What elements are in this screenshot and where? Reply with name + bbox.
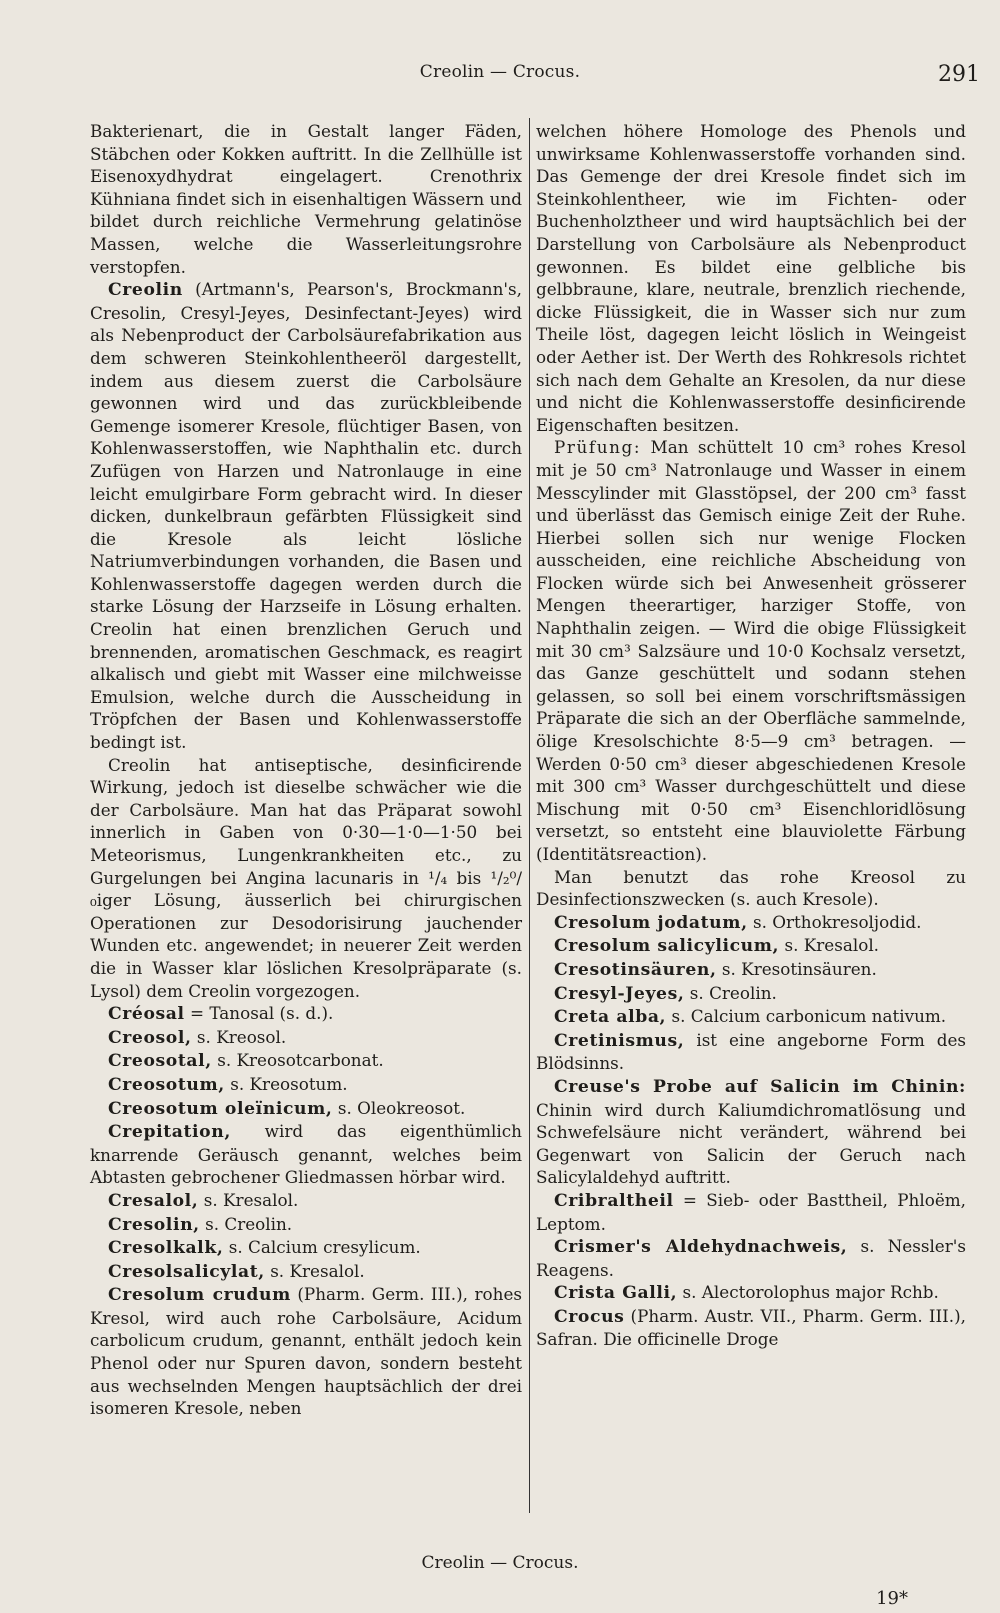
entry-text: = Tanosal (s. d.).	[184, 1003, 334, 1024]
column-divider	[529, 118, 530, 1513]
headword: Crista Galli,	[554, 1283, 678, 1304]
headword: Crismer's Aldehydnachweis,	[554, 1237, 848, 1258]
paragraph: welchen höhere Homologe des Phenols und unwirksame Kohlenwasserstoffe vorhanden sind. Das Gemenge der drei Kresole findet sich im Steinkohlentheer, wie im Fichten- oder Buchenholztheer und wird hauptsächlich bei der Darstellung von Carbolsäure als Nebenproduct gewonnen. Es bildet eine gelbliche bis gelbbraune, klare, neutrale, brenzlich riechende, dicke Flüssigkeit, die in Wasser sich nur zum Theile löst, dagegen leicht löslich in Weingeist oder Aether ist. Der Werth des Rohkresols richtet sich nach dem Gehalte an Kresolen, da nur diese und nicht die Kohlenwasserstoffe desinficirende Eigenschaften besitzen.	[536, 121, 966, 435]
entry-text: s. Orthokresoljodid.	[747, 911, 922, 932]
headword: Cresolkalk,	[108, 1238, 224, 1259]
entry-text: = Sieb- oder Basttheil, Phloëm, Leptom.	[536, 1189, 966, 1234]
dictionary-entry	[536, 934, 966, 958]
dictionary-entry	[90, 1120, 522, 1189]
headword: Creosol,	[108, 1027, 192, 1048]
headword: Cresotinsäuren,	[554, 959, 717, 980]
entry-text: wird das eigenthümlich knarrende Geräusch genannt, welches beim Abtasten gebrochener Gliedmassen hörbar wird.	[90, 1121, 522, 1188]
dictionary-entry	[90, 1026, 522, 1050]
running-head: Creolin — Crocus.	[419, 62, 581, 82]
entry-text: s. Oleokreosot.	[332, 1097, 466, 1118]
entry-text: (Pharm. Austr. VII., Pharm. Germ. III.), Safran. Die officinelle Droge	[536, 1305, 966, 1350]
dictionary-entry	[90, 1049, 522, 1073]
dictionary-entry	[90, 1097, 522, 1121]
entry-text: s. Kresalol.	[779, 935, 880, 956]
dictionary-entry	[90, 1073, 522, 1097]
headword: Cresolin,	[108, 1214, 200, 1235]
entry-text: s. Kresotinsäuren.	[716, 958, 877, 979]
dictionary-entry-creolin	[90, 278, 522, 753]
dictionary-entry	[536, 1005, 966, 1029]
dictionary-entry	[90, 1002, 522, 1026]
headword: Cresolum salicylicum,	[554, 936, 780, 957]
headword: Cribraltheil	[554, 1190, 674, 1211]
entry-text: s. Alectorolophus major Rchb.	[677, 1282, 939, 1303]
entry-text: s. Calcium carbonicum nativum.	[666, 1006, 947, 1027]
dictionary-entry	[90, 1213, 522, 1237]
headword: Cretinismus,	[554, 1030, 685, 1051]
entry-text: s. Kreosol.	[191, 1026, 287, 1047]
entry-text: s. Creolin.	[684, 982, 777, 1003]
entry-text: Chinin wird durch Kaliumdichromatlösung und Schwefelsäure nicht verändert, während bei Gegenwart von Salicin der Geruch nach Salicylaldehyd auftritt.	[536, 1099, 966, 1188]
headword: Créosal	[108, 1004, 185, 1025]
entry-text: ist eine angeborne Form des Blödsinns.	[536, 1029, 966, 1074]
paragraph: Man benutzt das rohe Kreosol zu Desinfectionszwecken (s. auch Kresole).	[536, 866, 966, 910]
headword: Creosotum oleïnicum,	[108, 1098, 333, 1119]
dictionary-entry	[90, 1260, 522, 1284]
headword: Cresolum jodatum,	[554, 912, 748, 933]
dictionary-entry	[536, 1189, 966, 1235]
dictionary-entry	[536, 1075, 966, 1189]
right-column	[536, 120, 966, 1351]
entry-text: s. Kreosotum.	[224, 1073, 348, 1094]
dictionary-entry	[536, 1235, 966, 1281]
dictionary-entry	[90, 1283, 522, 1420]
headword: Crocus	[554, 1306, 625, 1327]
entry-text: s. Creolin.	[199, 1213, 293, 1234]
printer-signature: 19*	[876, 1588, 908, 1609]
headword: Cresyl-Jeyes,	[554, 983, 685, 1004]
section-label: Prüfung:	[554, 437, 642, 458]
entry-text: s. Kresalol.	[264, 1260, 365, 1281]
paragraph-pruefung	[536, 436, 966, 865]
headword: Cresalol,	[108, 1190, 199, 1211]
footer-running-head: Creolin — Crocus.	[421, 1553, 579, 1573]
dictionary-entry	[536, 982, 966, 1006]
headword: Crepitation,	[108, 1122, 231, 1143]
dictionary-entry	[536, 911, 966, 935]
dictionary-entry	[536, 1281, 966, 1305]
headword: Creuse's Probe auf Salicin im Chinin:	[554, 1076, 966, 1097]
page-number: 291	[938, 62, 980, 87]
section-text: Man schüttelt 10 cm³ rohes Kresol mit je 50 cm³ Natronlauge und Wasser in einem Messcylinder mit Glasstöpsel, der 200 cm³ fasst und überlässt das Gemisch einige Zeit der Ruhe. Hierbei sollen sich nur wenige Flocken ausscheiden, eine reichliche Abscheidung von Flocken würde sich bei Anwesenheit grösserer Mengen theerartiger, harziger Stoffe, von Naphthalin zeigen. — Wird die obige Flüssigkeit mit 30 cm³ Salzsäure und 10·0 Kochsalz versetzt, das Ganze geschüttelt und sodann stehen gelassen, so soll bei einem vorschriftsmässigen Präparate die sich an der Oberfläche sammelnde, ölige Kresolschichte 8·5—9 cm³ betragen. — Werden 0·50 cm³ dieser abgeschiedenen Kresole mit 300 cm³ Wasser durchgeschüttelt und diese Mischung mit 0·50 cm³ Eisenchloridlösung versetzt, so entsteht eine blauviolette Färbung (Identitätsreaction).	[536, 437, 966, 864]
entry-text: (Pharm. Germ. III.), rohes Kresol, wird auch rohe Carbolsäure, Acidum carbolicum crudum, genannt, enthält jedoch kein Phenol oder nur Spuren davon, sondern besteht aus wechselnden Mengen hauptsächlich der drei isomeren Kresole, neben	[90, 1284, 522, 1419]
entry-text: s. Nessler's Reagens.	[536, 1236, 966, 1280]
headword: Creta alba,	[554, 1007, 667, 1028]
dictionary-entry	[536, 1029, 966, 1075]
dictionary-entry	[536, 1305, 966, 1351]
paragraph: Creolin hat antiseptische, desinficirende Wirkung, jedoch ist dieselbe schwächer wie die der Carbolsäure. Man hat das Präparat sowohl innerlich in Gaben von 0·30—1·0—1·50 bei Meteorismus, Lungenkrankheiten etc., zu Gurgelungen bei Angina lacunaris in ¹/₄ bis ¹/₂⁰/₀iger Lösung, äusserlich bei chirurgischen Operationen zur Desodorisirung jauchender Wunden etc. angewendet; in neuerer Zeit werden die in Wasser klar löslichen Kresolpräparate (s. Lysol) dem Creolin vorgezogen.	[90, 754, 522, 1001]
headword: Creosotum,	[108, 1074, 225, 1095]
entry-text: s. Calcium cresylicum.	[223, 1237, 421, 1258]
entry-text: s. Kresalol.	[198, 1189, 299, 1210]
dictionary-entry	[536, 958, 966, 982]
headword: Cresolum crudum	[108, 1285, 291, 1306]
headword: Cresolsalicylat,	[108, 1261, 265, 1282]
dictionary-entry	[90, 1236, 522, 1260]
left-column	[90, 120, 522, 1420]
entry-text: s. Kreosotcarbonat.	[211, 1050, 384, 1071]
headword: Creolin	[108, 280, 183, 301]
headword: Creosotal,	[108, 1051, 212, 1072]
paragraph: Bakterienart, die in Gestalt langer Fäden, Stäbchen oder Kokken auftritt. In die Zellhülle ist Eisenoxydhydrat eingelagert. Crenothrix Kühniana findet sich in eisenhaltigen Wässern und bildet durch reichliche Vermehrung gelatinöse Massen, welche die Wasserleitungsrohre verstopfen.	[90, 121, 522, 277]
entry-text: (Artmann's, Pearson's, Brockmann's, Cresolin, Cresyl-Jeyes, Desinfectant-Jeyes) wird als Nebenproduct der Carbolsäurefabrikation aus dem schweren Steinkohlentheeröl dargestellt, indem aus diesem zuerst die Carbolsäure gewonnen wird und das zurückbleibende Gemenge isomerer Kresole, flüchtiger Basen, von Kohlenwasserstoffen, wie Naphthalin etc. durch Zufügen von Harzen und Natronlauge in eine leicht emulgirbare Form gebracht wird. In dieser dicken, dunkelbraun gefärbten Flüssigkeit sind die Kresole als leicht lösliche Natriumverbindungen vorhanden, die Basen und Kohlenwasserstoffe dagegen werden durch die starke Lösung der Harzseife in Lösung erhalten. Creolin hat einen brenzlichen Geruch und brennenden, aromatischen Geschmack, es reagirt alkalisch und giebt mit Wasser eine milchweisse Emulsion, welche durch die Ausscheidung in Tröpfchen der Basen und Kohlenwasserstoffe bedingt ist.	[90, 279, 522, 753]
dictionary-entry	[90, 1189, 522, 1213]
